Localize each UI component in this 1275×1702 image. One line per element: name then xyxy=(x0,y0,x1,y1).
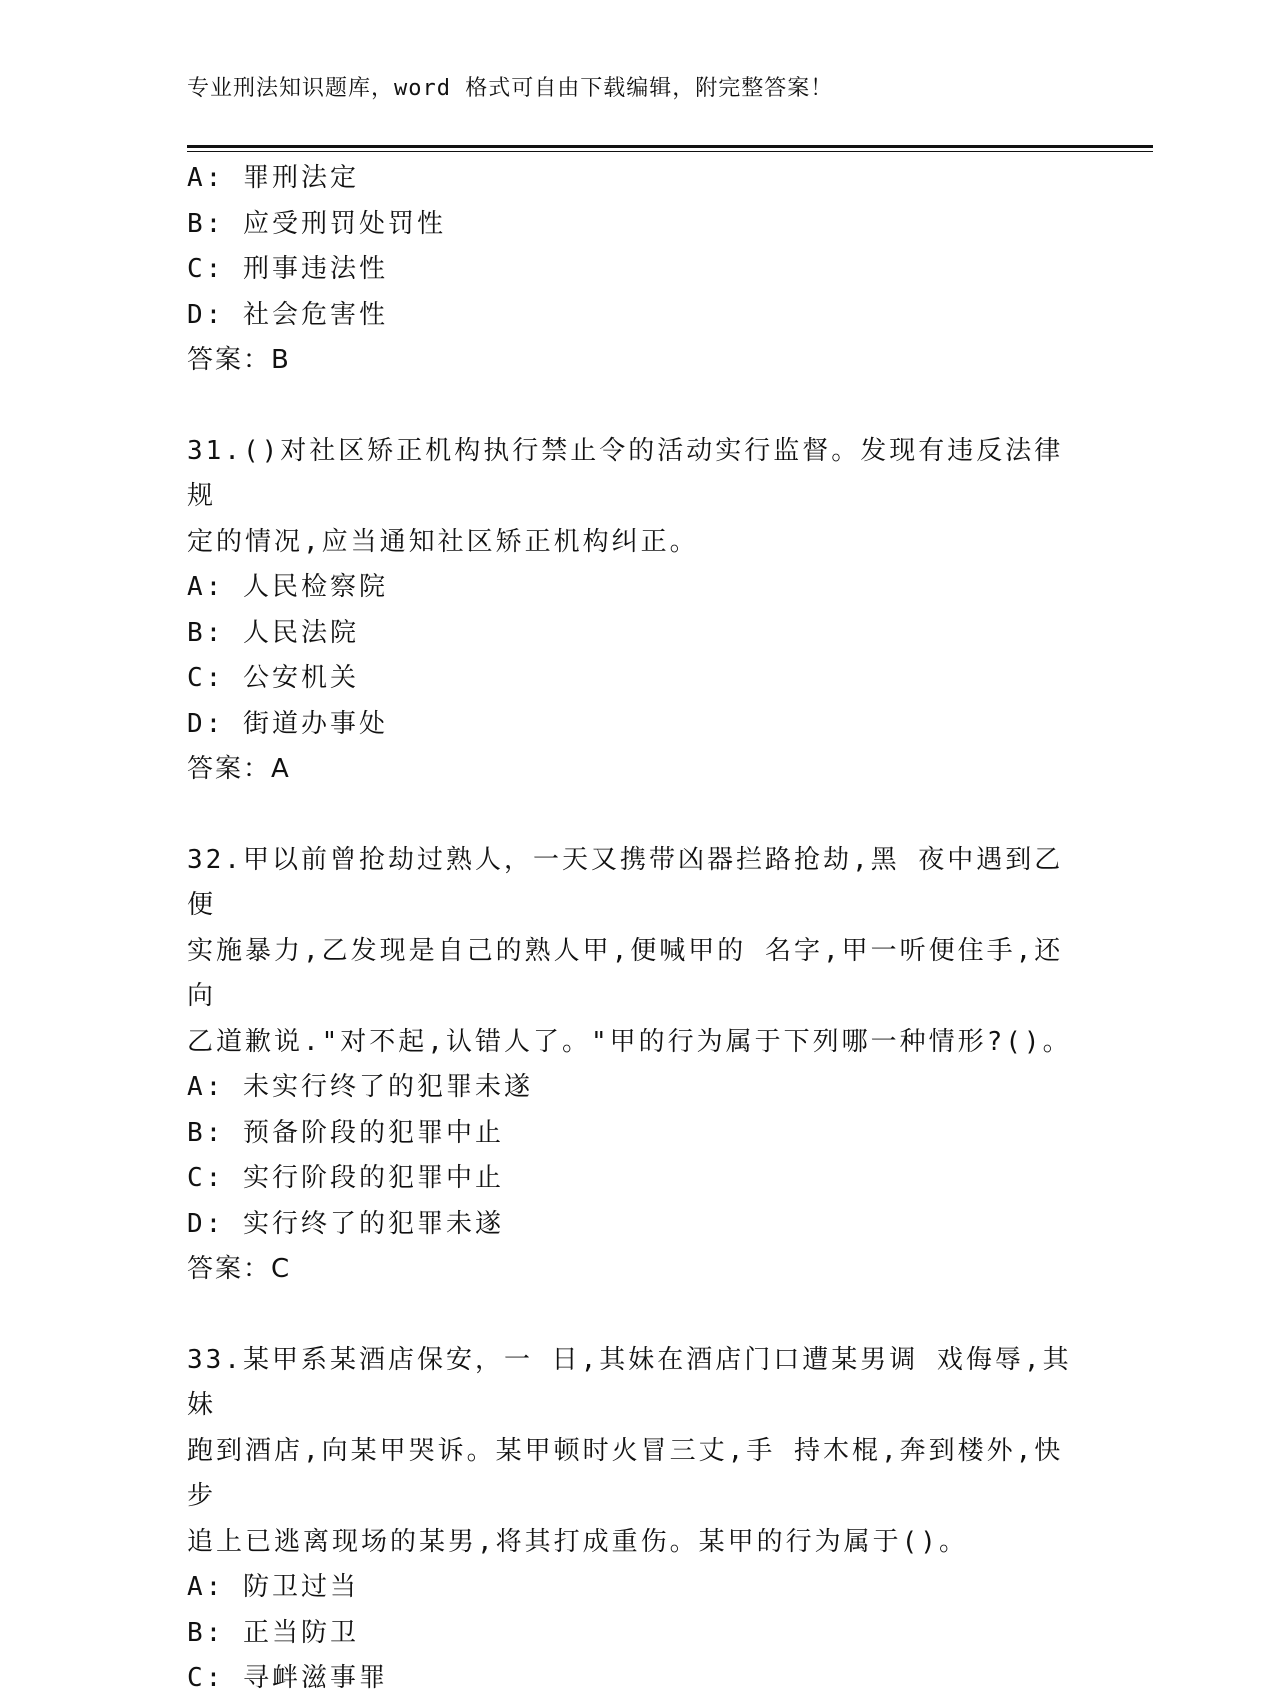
question-stem-line: 31.()对社区矫正机构执行禁止令的活动实行监督。发现有违反法律规 xyxy=(187,435,1064,511)
option-c: C: 寻衅滋事罪 xyxy=(187,1663,388,1693)
option-d: D: 社会危害性 xyxy=(187,299,388,330)
question-block-30 xyxy=(187,156,1087,384)
option-a: A: 未实行终了的犯罪未遂 xyxy=(187,1072,533,1102)
document-body xyxy=(187,156,1087,1702)
option-c: C: 刑事违法性 xyxy=(187,254,388,284)
question-stem-line: 跑到酒店,向某甲哭诉。某甲顿时火冒三丈,手 持木棍,奔到楼外,快步 xyxy=(187,1435,1064,1511)
question-block-32 xyxy=(187,838,1087,1293)
question-stem-line: 32.甲以前曾抢劫过熟人，一天又携带凶器拦路抢劫,黑 夜中遇到乙便 xyxy=(187,844,1064,920)
option-a: A: 人民检察院 xyxy=(187,572,388,602)
answer-line: 答案：C xyxy=(187,1254,292,1284)
question-stem-line: 33.某甲系某酒店保安，一 日,其妹在酒店门口遭某男调 戏侮辱,其妹 xyxy=(187,1344,1072,1420)
page-header: 专业刑法知识题库，word 格式可自由下载编辑，附完整答案！ xyxy=(187,76,834,101)
question-block-33 xyxy=(187,1338,1087,1702)
option-b: B: 正当防卫 xyxy=(187,1617,359,1648)
question-stem-line: 追上已逃离现场的某男,将其打成重伤。某甲的行为属于()。 xyxy=(187,1526,968,1557)
option-d: D: 实行终了的犯罪未遂 xyxy=(187,1208,504,1239)
question-block-31 xyxy=(187,429,1087,793)
answer-line: 答案：B xyxy=(187,345,291,375)
answer-line: 答案：A xyxy=(187,754,291,784)
question-stem-line: 定的情况,应当通知社区矫正机构纠正。 xyxy=(187,526,699,557)
header-divider-thin xyxy=(187,151,1153,152)
option-d: D: 街道办事处 xyxy=(187,708,388,739)
option-a: A: 罪刑法定 xyxy=(187,163,359,193)
option-c: C: 公安机关 xyxy=(187,663,359,693)
option-b: B: 应受刑罚处罚性 xyxy=(187,208,446,239)
option-b: B: 人民法院 xyxy=(187,617,359,648)
option-b: B: 预备阶段的犯罪中止 xyxy=(187,1117,504,1148)
option-c: C: 实行阶段的犯罪中止 xyxy=(187,1163,504,1193)
option-a: A: 防卫过当 xyxy=(187,1572,359,1602)
question-stem-line: 乙道歉说."对不起,认错人了。"甲的行为属于下列哪一种情形?()。 xyxy=(187,1026,1072,1057)
header-divider-thick xyxy=(187,145,1153,148)
question-stem-line: 实施暴力,乙发现是自己的熟人甲,便喊甲的 名字,甲一听便住手,还向 xyxy=(187,935,1064,1011)
